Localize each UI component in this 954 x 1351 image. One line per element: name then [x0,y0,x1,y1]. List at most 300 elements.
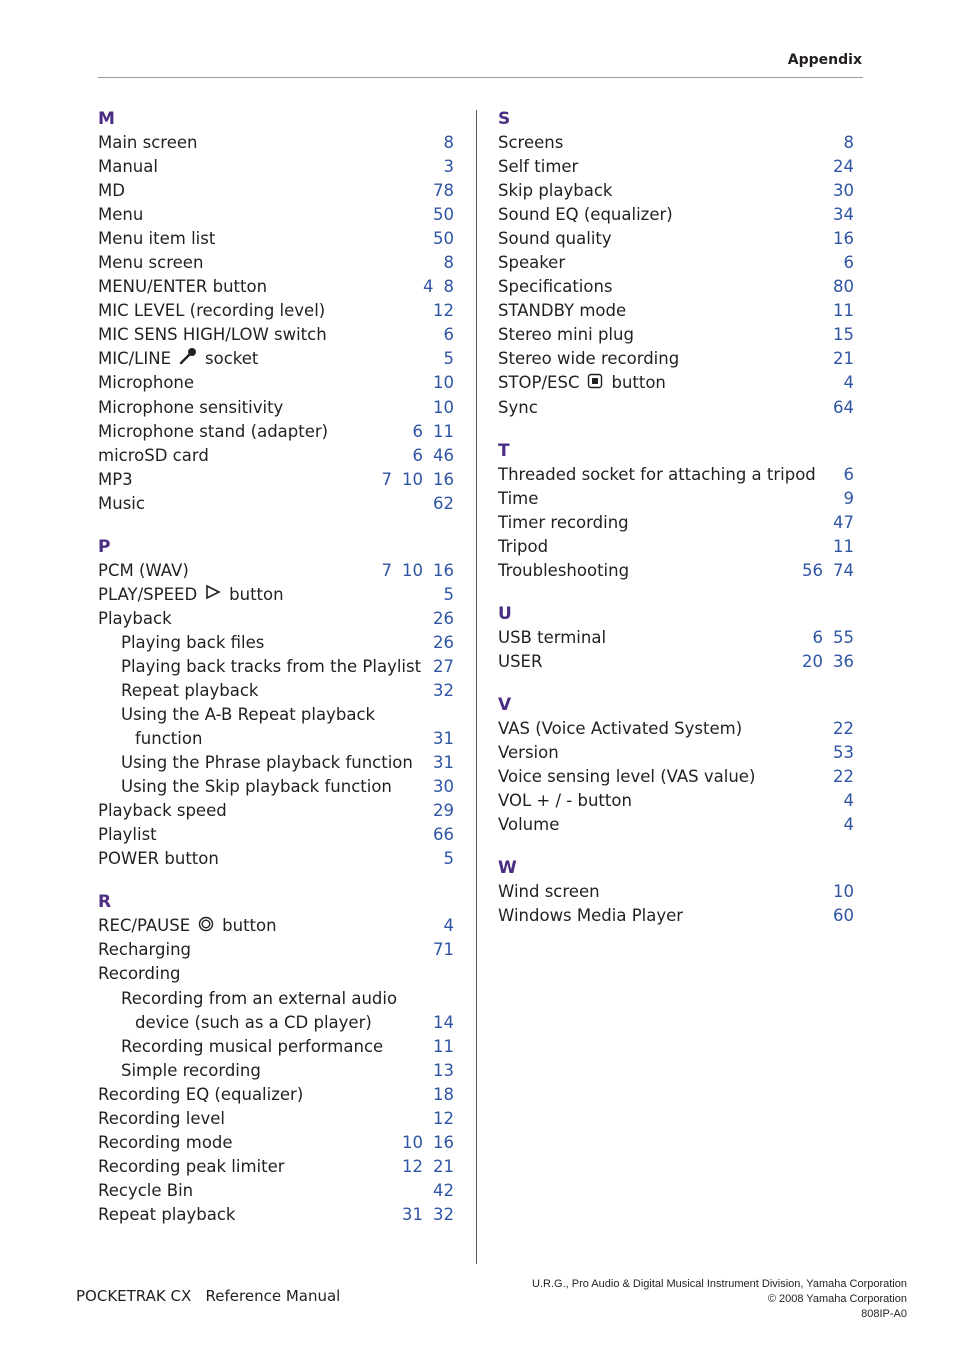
page-link[interactable]: 27 [433,656,454,676]
index-term [98,299,325,323]
index-term [498,299,626,323]
index-term-text: Playback [98,608,172,628]
page-link[interactable]: 66 [433,825,454,845]
page-link[interactable]: 71 [433,940,454,960]
page-link[interactable]: 11 [833,536,854,556]
page-references [833,535,854,559]
index-term [498,789,632,813]
index-term [498,227,612,251]
page-link[interactable]: 10 [833,882,854,902]
page-link[interactable]: 7 [381,469,392,489]
index-entry [98,679,454,703]
index-term-text: Sync [498,397,538,417]
index-term-text: MD [98,181,125,201]
index-entry [98,203,454,227]
index-term-text: Using the A-B Repeat playback [121,705,376,725]
page-references [844,813,855,837]
page-references [844,251,855,275]
page-link[interactable]: 64 [833,397,854,417]
page-references [444,323,455,347]
page-link[interactable]: 18 [433,1084,454,1104]
page-references [802,650,854,674]
page-link[interactable]: 7 [381,560,392,580]
page-link[interactable]: 31 [402,1204,423,1224]
index-term [98,799,227,823]
page-references [802,559,854,583]
index-term-text: Recycle Bin [98,1180,194,1200]
index-term-text: VAS (Voice Activated System) [498,718,743,738]
page-references [833,179,854,203]
index-entry [498,511,854,535]
index-term-text: Recording musical performance [121,1036,384,1056]
section-letter: T [498,440,510,461]
index-term [98,775,392,799]
page-link[interactable]: 78 [433,181,454,201]
page-references [833,741,854,765]
index-term-text: microSD card [98,445,209,465]
index-term-text: Self timer [498,157,579,177]
index-term [498,396,538,420]
index-entry [98,631,454,655]
page-link[interactable]: 15 [833,325,854,345]
index-term [498,650,542,674]
index-term [498,904,683,928]
index-term [98,607,172,631]
page-link[interactable]: 6 [412,445,423,465]
index-term [498,813,559,837]
index-entry [98,1179,454,1203]
page-link[interactable]: 10 [402,1132,423,1152]
page-link[interactable]: 55 [833,627,854,647]
page-link[interactable]: 6 [843,253,854,273]
page-link[interactable]: 16 [433,560,454,580]
index-entry [98,1011,454,1035]
index-entry [98,227,454,251]
page-link[interactable]: 74 [833,560,854,580]
page-link[interactable]: 80 [833,277,854,297]
index-term-suffix: button [222,916,277,936]
index-entry [498,299,854,323]
page-link[interactable]: 16 [433,469,454,489]
page-references [433,227,454,251]
index-entry [98,251,454,275]
page-link[interactable]: 6 [843,464,854,484]
page-link[interactable]: 10 [433,373,454,393]
index-section-m [98,107,454,516]
index-term [498,179,612,203]
index-entry [498,227,854,251]
index-entry [98,559,454,583]
page-link[interactable]: 21 [433,1156,454,1176]
section-letter: V [498,694,512,715]
page-link[interactable]: 4 [443,916,454,936]
index-entry [498,535,854,559]
page-link[interactable]: 31 [433,753,454,773]
page-references [833,155,854,179]
page-link[interactable]: 47 [833,512,854,532]
index-term-text: USER [498,651,543,671]
page-references [833,299,854,323]
index-term [98,155,158,179]
index-entry [98,583,454,607]
page-link[interactable]: 3 [443,157,454,177]
page-link[interactable]: 60 [833,906,854,926]
index-term-text: Stereo wide recording [498,349,680,369]
page-references [844,789,855,813]
index-term [98,492,145,516]
page-link[interactable]: 11 [833,301,854,321]
page-references [382,468,455,492]
index-entry [98,444,454,468]
page-link[interactable]: 22 [833,766,854,786]
index-term [98,727,202,751]
index-term-suffix: socket [205,349,259,369]
index-term-text: Main screen [98,133,198,152]
page-references [433,1083,454,1107]
index-entry [498,789,854,813]
index-term [498,511,629,535]
index-term [98,179,125,203]
index-term-text: Volume [498,815,560,835]
page-link[interactable]: 20 [802,651,823,671]
index-term [98,371,194,395]
index-term-text: device (such as a CD player) [135,1012,372,1032]
index-entry [98,1083,454,1107]
index-entry [498,626,854,650]
index-term-text: Windows Media Player [498,906,684,926]
index-term-text: Simple recording [121,1060,261,1080]
index-entry [98,179,454,203]
header-rule [98,77,863,78]
index-term-text: MIC/LINE [98,349,172,369]
page-references [433,1035,454,1059]
index-term-suffix: button [229,584,284,604]
index-entry [98,275,454,299]
index-term [498,741,559,765]
index-term [98,1155,285,1179]
page-link[interactable]: 42 [433,1180,454,1200]
index-entry [498,813,854,837]
index-term-text: Sound EQ (equalizer) [498,205,673,225]
page-references [813,626,855,650]
index-entry [498,487,854,511]
index-entry [98,799,454,823]
page-references [444,914,455,938]
page-references [833,880,854,904]
index-entry [498,179,854,203]
index-term [98,938,191,962]
index-term-text: MIC LEVEL (recording level) [98,301,326,321]
page-references [833,765,854,789]
page-references [433,371,454,395]
index-term [98,420,328,444]
page-references [833,275,854,299]
index-section-w [498,856,854,928]
index-entry [98,468,454,492]
page-link[interactable]: 32 [433,680,454,700]
play-icon [205,583,221,607]
index-term-text: Wind screen [498,882,600,902]
index-term-text: Recording [98,964,181,984]
index-term-text: POWER button [98,849,219,869]
footer-credit-line: © 2008 Yamaha Corporation [767,1293,907,1305]
index-term-text: Using the Skip playback function [121,777,392,797]
page-link[interactable]: 26 [433,608,454,628]
page-link[interactable]: 8 [443,253,454,273]
page-link[interactable]: 6 [812,627,823,647]
page-link[interactable]: 8 [843,133,854,152]
page-link[interactable]: 5 [443,584,454,604]
page-link[interactable]: 56 [802,560,823,580]
index-entry [98,371,454,395]
index-entry [498,347,854,371]
index-entry [98,914,454,938]
index-term-text: Music [98,493,145,513]
page-link[interactable]: 12 [433,1108,454,1128]
index-entry [98,1131,454,1155]
page-link[interactable]: 13 [433,1060,454,1080]
index-entry [98,396,454,420]
page-link[interactable]: 46 [433,445,454,465]
footer-credit-line: 808IP-A0 [861,1308,907,1320]
index-entry [98,299,454,323]
index-entry [498,323,854,347]
index-term [98,847,219,871]
index-term-text: Recording from an external audio [121,988,398,1008]
index-term-text: Recording level [98,1108,226,1128]
index-term [98,468,133,492]
index-term [98,203,143,227]
index-term-text: Playback speed [98,801,227,821]
page-link[interactable]: 4 [843,373,854,393]
page-link[interactable]: 6 [412,421,423,441]
page-link[interactable]: 32 [433,1204,454,1224]
page-references [433,1107,454,1131]
index-term [98,1083,303,1107]
index-term-text: Microphone stand (adapter) [98,421,329,441]
page-references [844,487,855,511]
page-link[interactable]: 11 [433,421,454,441]
index-term [98,1059,261,1083]
page-link[interactable]: 24 [833,157,854,177]
page-link[interactable]: 30 [833,181,854,201]
index-term-text: Recording EQ (equalizer) [98,1084,304,1104]
index-term-text: Stereo mini plug [498,325,634,345]
page-references [433,655,454,679]
index-term-text: function [135,729,203,749]
page-references [433,679,454,703]
index-term-text: Recording peak limiter [98,1156,285,1176]
index-term [98,275,267,299]
index-column-left [98,107,454,1246]
index-entry [498,559,854,583]
index-entry [98,131,454,155]
index-entry [498,203,854,227]
index-term [498,251,565,275]
index-term [98,1203,235,1227]
index-term-text: Repeat playback [98,1204,236,1224]
page-link[interactable]: 26 [433,632,454,652]
page-references [402,1155,454,1179]
index-term-text: Repeat playback [121,680,259,700]
page-references [833,227,854,251]
page-link[interactable]: 8 [443,277,454,297]
header-title: Appendix [787,52,862,68]
page-link[interactable]: 9 [843,488,854,508]
page-references [444,583,455,607]
index-term-text: STANDBY mode [498,301,627,321]
index-term-text: Specifications [498,277,613,297]
index-term [98,1131,233,1155]
page-link[interactable]: 31 [433,729,454,749]
page-references [433,607,454,631]
index-term-text: Recording mode [98,1132,233,1152]
index-term [98,914,277,939]
page-references [413,420,455,444]
page-link[interactable]: 21 [833,349,854,369]
index-term-text: Menu [98,205,144,225]
index-entry [98,492,454,516]
index-section-v [498,693,854,837]
page-link[interactable]: 4 [423,277,434,297]
index-term [98,347,258,372]
index-term [98,823,157,847]
index-term [98,583,284,608]
index-entry [98,962,454,986]
index-term [98,444,209,468]
index-term-text: Menu screen [98,253,204,273]
section-letter: S [498,109,511,129]
page-link[interactable]: 14 [433,1012,454,1032]
index-entry [98,1155,454,1179]
index-term [98,251,203,275]
index-term-text: Manual [98,157,158,177]
index-term [98,987,397,1011]
index-term-text: USB terminal [498,627,607,647]
index-section-t [498,439,854,583]
index-column-right [498,107,854,947]
page-link[interactable]: 30 [433,777,454,797]
section-letter: R [98,892,112,913]
index-term-text: Timer recording [498,512,629,532]
page-link[interactable]: 34 [833,205,854,225]
index-term [98,1107,225,1131]
page-link[interactable]: 29 [433,801,454,821]
index-term-text: Time [498,488,539,508]
index-term [498,347,679,371]
page-references [833,323,854,347]
page-references [833,203,854,227]
page-references [433,1011,454,1035]
index-term-text: MENU/ENTER button [98,277,268,297]
page-link[interactable]: 10 [402,469,423,489]
page-references [433,492,454,516]
page-link[interactable]: 5 [443,849,454,869]
page-references [833,511,854,535]
page-references [433,299,454,323]
index-term [98,323,327,347]
index-entry [98,727,454,751]
page-references [844,463,855,487]
index-entry [98,751,454,775]
page-link[interactable]: 50 [433,229,454,249]
index-term-text: Using the Phrase playback function [121,753,413,773]
page-references [433,775,454,799]
page-link[interactable]: 16 [433,1132,454,1152]
index-term-text: Playing back tracks from the Playlist [121,656,422,676]
page-link[interactable]: 10 [402,560,423,580]
page-link[interactable]: 8 [443,133,454,152]
index-term-text: Menu item list [98,229,216,249]
page-references [433,179,454,203]
index-term [98,396,283,420]
page-link[interactable]: 4 [843,791,854,811]
page-references [433,203,454,227]
page-link[interactable]: 50 [433,205,454,225]
page-references [433,1179,454,1203]
index-entry [498,717,854,741]
index-term-text: PLAY/SPEED [98,584,198,604]
index-entry [498,396,854,420]
index-term [498,626,606,650]
index-entry [498,741,854,765]
page-references [402,1131,454,1155]
page-link[interactable]: 12 [402,1156,423,1176]
stop-icon [587,372,603,396]
page-link[interactable]: 11 [433,1036,454,1056]
index-entry [98,1107,454,1131]
index-term [98,679,258,703]
index-entry [498,251,854,275]
index-term-text: Microphone sensitivity [98,397,284,417]
column-divider [476,110,477,1264]
page-link[interactable]: 12 [433,301,454,321]
index-term-text: VOL + / - button [498,791,632,811]
index-term [98,131,197,155]
page-link[interactable]: 16 [833,229,854,249]
index-entry [98,655,454,679]
index-term [498,765,755,789]
index-term [498,535,548,559]
index-term [98,227,215,251]
footer-credits [532,1277,907,1322]
index-term-text: Playing back files [121,632,265,652]
index-term-text: Threaded socket for attaching a tripod [498,464,816,484]
index-term [98,655,421,679]
page-link[interactable]: 5 [443,349,454,369]
page-link[interactable]: 4 [843,815,854,835]
index-term-text: Skip playback [498,181,613,201]
page-link[interactable]: 62 [433,493,454,513]
index-entry [498,904,854,928]
index-term-text: Screens [498,133,564,152]
index-section-r [98,890,454,1227]
index-term-text: Sound quality [498,229,612,249]
index-entry [498,155,854,179]
index-term [498,880,600,904]
index-entry [98,847,454,871]
index-term [98,751,413,775]
footer-credit-line: U.R.G., Pro Audio & Digital Musical Instrument Division, Yamaha Corporation [532,1278,907,1290]
index-term-text: Troubleshooting [498,560,630,580]
index-term-text: STOP/ESC [498,373,580,393]
index-section-p [98,535,454,872]
page-link[interactable]: 10 [433,397,454,417]
page-link[interactable]: 53 [833,742,854,762]
page-link[interactable]: 22 [833,718,854,738]
page-link[interactable]: 6 [443,325,454,345]
page-link[interactable]: 36 [833,651,854,671]
